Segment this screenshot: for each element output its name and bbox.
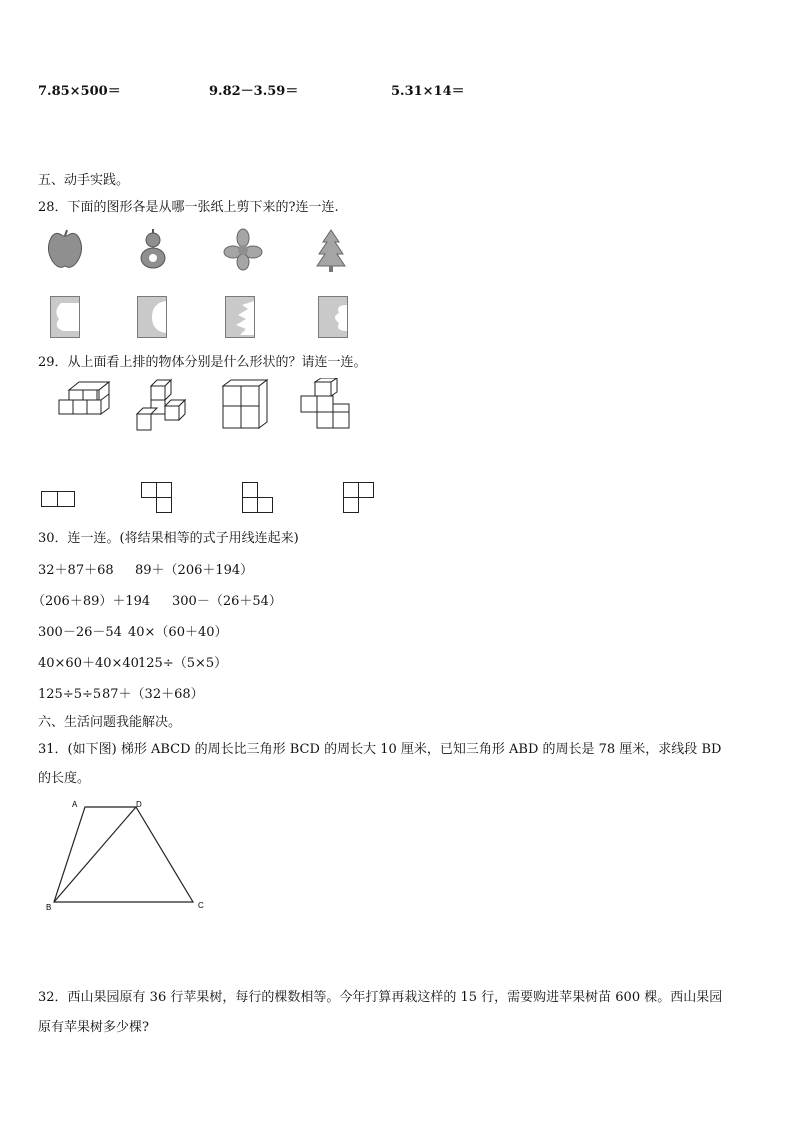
- paper-with-apple-hole: [50, 296, 80, 338]
- q30-right-1: 89＋（206＋194）: [135, 563, 254, 578]
- q30-right-5: 87＋（32＋68）: [102, 687, 204, 702]
- cube-object-2: [137, 380, 185, 430]
- section-six-title: 六、生活问题我能解决。: [38, 715, 182, 730]
- paper-with-gourd-hole: [137, 296, 167, 338]
- calc-item-1: 7.85×500＝: [38, 84, 121, 99]
- question-32-line-2: 原有苹果树多少棵?: [38, 1020, 149, 1035]
- q30-left-2: （206＋89）＋194: [32, 594, 151, 609]
- segment-bd: [54, 807, 136, 902]
- trapezoid-figure: [38, 796, 218, 918]
- question-28-text: 28．下面的图形各是从哪一张纸上剪下来的?连一连.: [38, 200, 339, 215]
- label-b: B: [46, 903, 52, 912]
- cube-object-4: [301, 378, 349, 428]
- paper-with-tree-hole: [225, 296, 255, 338]
- tree-shape-icon: [317, 230, 345, 272]
- section-five-title: 五、动手实践。: [38, 173, 130, 188]
- q30-right-4: 125÷（5×5）: [138, 656, 228, 671]
- cube-object-3: [223, 380, 267, 428]
- paper-with-flower-hole: [318, 296, 348, 338]
- q30-left-3: 300－26－54: [38, 625, 122, 640]
- calc-item-3: 5.31×14＝: [391, 84, 465, 99]
- question-31-line-2: 的长度。: [38, 771, 91, 786]
- cube-object-1: [59, 382, 109, 414]
- flower-shape-icon: [224, 229, 262, 270]
- label-a: A: [72, 800, 78, 809]
- q30-left-5: 125÷5÷5: [38, 687, 102, 702]
- q30-right-3: 40×（60＋40）: [128, 625, 228, 640]
- calc-item-2: 9.82－3.59＝: [209, 84, 299, 99]
- question-30-text: 30．连一连。(将结果相等的式子用线连起来): [38, 531, 299, 546]
- gourd-shape-icon: [141, 229, 165, 268]
- q30-left-4: 40×60＋40×40: [38, 656, 139, 671]
- cutout-shapes-row: [45, 228, 365, 274]
- apple-shape-icon: [48, 230, 81, 267]
- q30-right-2: 300－（26＋54）: [172, 594, 282, 609]
- question-29-text: 29．从上面看上排的物体分别是什么形状的？请连一连。: [38, 355, 367, 370]
- question-32-line-1: 32．西山果园原有 36 行苹果树，每行的棵数相等。今年打算再栽这样的 15 行，需要购进苹果树苗 600 棵。西山果园: [38, 990, 723, 1005]
- question-31-line-1: 31．(如下图) 梯形 ABCD 的周长比三角形 BCD 的周长大 10 厘米，已知三角形 ABD 的周长是 78 厘米，求线段 BD: [38, 742, 722, 757]
- label-d: D: [136, 800, 142, 809]
- cube-objects-row: [55, 378, 365, 436]
- q30-left-1: 32＋87＋68: [38, 563, 114, 578]
- label-c: C: [198, 901, 204, 910]
